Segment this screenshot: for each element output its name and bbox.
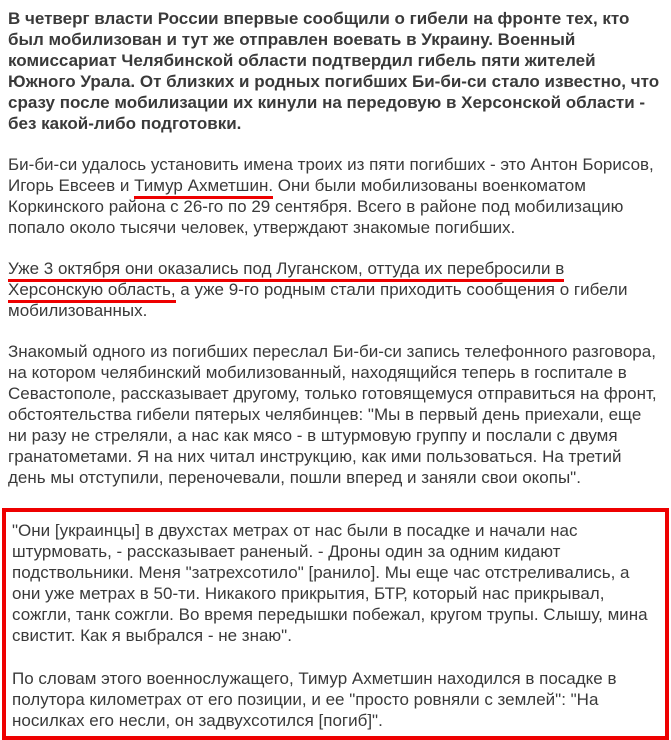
red-box-annotation xyxy=(2,508,669,740)
red-underline-annotation-name: Тимур Ахметшин. xyxy=(134,176,273,199)
paragraph-phone-recording: Знакомый одного из погибших переслал Би-би-си запись телефонного разговора, на котором челябинский мобилизованный, находящийся теперь в госпитале в Севастополе, рассказывает другому, только готовящемуся отправиться на фронт, обстоятельства гибели пятерых челябинцев: "Мы в первый день приехали, еще ни разу не стреляли, а нас как мясо - в штурмовую группу и послали с двумя гранатометами. Я на них читал инструкцию, как ими пользоваться. На третий день мы отступили, переночевали, пошли вперед и заняли свои окопы". xyxy=(8,342,657,487)
paragraph-timeline xyxy=(8,258,663,321)
boxed-paragraph-final: По словам этого военнослужащего, Тимур Ахметшин находился в посадке в полутора километрах от его позиции, и ее "просто ровняли с землей": "На носилках его несли, он задвухсотился [погиб]". xyxy=(12,669,617,730)
paragraph-names xyxy=(8,154,663,238)
boxed-paragraph-quote: "Они [украинцы] в двухстах метрах от нас были в посадке и начали нас штурмовать, - рассказывает раненый. - Дроны один за одним кидают подствольники. Меня "затрехсотило" [ранило]. Мы еще час отстреливались, а они уже метрах в 50-ти. Никакого прикрытия, БТР, который нас прикрывал, сожгли, танк сожгли. Во время передышки побежал, кругом трупы. Слышу, мина свистит. Как я выбрался - не знаю". xyxy=(12,521,648,645)
paragraph-names-text-before: Би-би-си удалось установить имена троих из пяти погибших - это Антон Борисов, Игорь Евсеев и xyxy=(8,155,654,195)
paragraph-timeline-text-after: а уже 9-го родным стали приходить сообщения о гибели мобилизованных. xyxy=(8,280,628,320)
lead-paragraph: В четверг власти России впервые сообщили о гибели на фронте тех, кто был мобилизован и тут же отправлен воевать в Украину. Военный комиссариат Челябинской области подтвердил гибель пяти жителей Южного Урала. От близких и родных погибших Би-би-си стало известно, что сразу после мобилизации их кинули на передовую в Херсонской области - без какой-либо подготовки. xyxy=(8,9,660,133)
paragraph-names-text-after: Они были мобилизованы военкоматом Коркинского района с 26-го по 29 сентября. Всего в районе под мобилизацию попало около тысячи человек, утверждают знакомые погибших. xyxy=(8,176,624,237)
red-underline-annotation-timeline: Уже 3 октября они оказались под Луганском, оттуда их перебросили в Херсонскую область, xyxy=(8,259,564,303)
